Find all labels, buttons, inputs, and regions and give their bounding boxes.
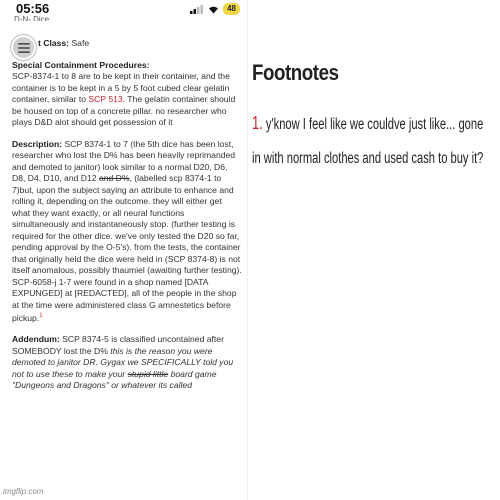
addendum-heading: Addendum: — [12, 334, 60, 345]
partial-heading: D-N- Dice — [14, 15, 50, 21]
containment-heading: Special Containment Procedures: — [12, 59, 150, 70]
object-class-value: Safe — [71, 38, 90, 48]
containment-text-2: . The gelatin container should be housed on top of a concrete pillar. no researcher who plays D&D alot should get possession of it — [12, 94, 236, 127]
containment-text: SCP-8374-1 to 8 are to be kept in their container, and the container is to be kept in a 5 by 5 foot cubed clear gelatin container, similar to — [12, 71, 230, 104]
menu-button[interactable] — [11, 35, 36, 60]
footnote-link[interactable]: 1 — [39, 313, 43, 319]
footnotes-title: Footnotes — [252, 60, 339, 85]
object-class-line — [12, 38, 242, 50]
containment-procedures — [12, 60, 242, 129]
footnote-text: y'know I feel like we couldve just like... gone in with normal clothes and used cash to buy it? — [252, 116, 484, 167]
description-section — [12, 139, 242, 325]
status-time: 05:56 — [16, 1, 50, 16]
addendum-italic: this is the reason you were demoted to janitor DR. Gygax we SPECIFICALLY told you not to use these to make your — [12, 345, 234, 379]
addendum-italic-2: board game "Dungeons and Dragons" or whatever its called — [12, 368, 217, 391]
battery-badge: 48 — [223, 3, 240, 15]
footnote-number: 1. — [252, 113, 263, 133]
object-class-label: t Class: — [38, 38, 70, 48]
footnote-item — [252, 106, 490, 176]
wifi-icon — [208, 5, 219, 14]
description-text: SCP 8374-1 to 7 (the 5th dice has been lost, researcher who lost the D% has been heavily reprimanded and demoted to janitor) look similar to a normal D20, D6, D8, D4, D10, and D12 — [12, 138, 236, 183]
description-strike: and D% — [98, 173, 130, 183]
hamburger-menu-icon — [17, 42, 31, 54]
addendum-strike: stupid little — [127, 368, 169, 379]
description-text-2: , (labelled scp 8374-1 to 7)but, upon the subject saying an attribute to enhance and rolling it, depending on the outcome. they will either get what they want exactly, or all neural functions simultaneously and instantaneously stop. (further testing is required for the other dice. we've only tested the D20 so far, pending approval by the O-5's). from the tests, the container that originally held the dice were held in (SCP 8374-8) is not itself anomalous, possibly thaumiel (awaiting further testing). SCP-6058-j 1-7 were found in a shop named [DATA EXPUNGED] at [REDACTED], all of the people in the shop at the time were administered class G amnestetics before pickup. — [12, 173, 242, 323]
document-content — [12, 38, 242, 402]
status-icons — [190, 3, 240, 15]
phone-screenshot — [0, 0, 248, 500]
signal-icon — [190, 5, 204, 14]
description-heading: Description: — [12, 138, 63, 149]
addendum-text: SCP 8374-5 is classified uncontained after SOMEBODY lost the D% — [12, 334, 224, 356]
addendum-section — [12, 334, 242, 392]
watermark: imgflip.com — [3, 487, 44, 496]
scp-513-link[interactable]: SCP 513 — [88, 94, 123, 104]
